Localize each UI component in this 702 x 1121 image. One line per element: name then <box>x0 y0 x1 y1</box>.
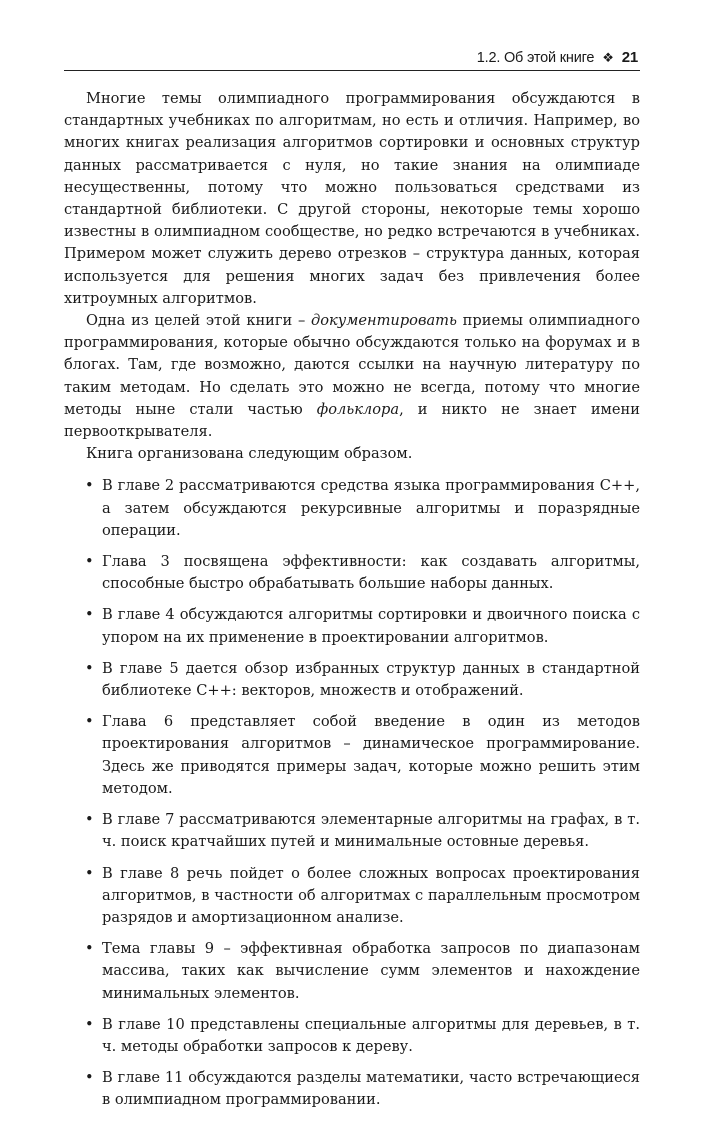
list-item: • В главе 5 дается обзор избранных структур данных в стандартной библиотеке C++: векторов, множеств и отображений. <box>85 659 640 700</box>
page-number: 21 <box>621 49 638 66</box>
chapter-list <box>64 475 640 1111</box>
bullet-icon: • <box>85 713 94 731</box>
list-item: • Глава 3 посвящена эффективности: как создавать алгоритмы, способные быстро обрабатывать большие наборы данных. <box>85 553 640 593</box>
bullet-icon: • <box>85 940 94 958</box>
page-body <box>64 88 640 1121</box>
list-item: • В главе 2 рассматриваются средства языка программирования C++, а затем обсуждаются рекурсивные алгоритмы и поразрядные операции. <box>85 477 640 539</box>
header-right <box>477 49 638 66</box>
goals-emphasis-2: фольклора <box>316 400 400 418</box>
list-item: • Глава 6 представляет собой введение в один из методов проектирования алгоритмов – динамическое программирование. Здесь же приводятся примеры задач, которые можно решить этим методом. <box>85 713 640 797</box>
bullet-icon: • <box>85 477 94 495</box>
list-item: • В главе 11 обсуждаются разделы математики, часто встречающиеся в олимпиадном программировании. <box>85 1069 640 1109</box>
list-item: • Тема главы 9 – эффективная обработка запросов по диапазонам массива, таких как вычисление сумм элементов и нахождение минимальных элементов. <box>85 940 640 1002</box>
bullet-icon: • <box>85 659 94 677</box>
paragraph-intro: Многие темы олимпиадного программирования обсуждаются в стандартных учебниках по алгоритмам, но есть и отличия. Например, во многих книгах реализация алгоритмов сортировки и основных структур данных рассматривается с нуля, но такие знания на олимпиаде несущественны, потому что можно пользоваться средствами из стандартной библиотеки. С другой стороны, некоторые темы хорошо известны в олимпиадном сообществе, но редко встречаются в учебниках. Примером может служить дерево отрезков – структура данных, которая используется для решения многих задач без привлечения более хитроумных алгоритмов. <box>64 90 640 307</box>
goals-text-2: приемы олимпиадного программирования, которые обычно обсуждаются только на форумах и в блогах. Там, где возможно, даются ссылки на научную литературу по таким методам. Но сделать это можно не всегда, потому что многие методы ныне стали частью <box>64 312 640 418</box>
list-item: • В главе 10 представлены специальные алгоритмы для деревьев, в т. ч. методы обработки запросов к дереву. <box>85 1015 640 1055</box>
bullet-icon: • <box>85 864 94 882</box>
bullet-icon: • <box>85 811 94 829</box>
list-item: • В главе 8 речь пойдет о более сложных вопросах проектирования алгоритмов, в частности об алгоритмах с параллельным просмотром разрядов и амортизационном анализе. <box>85 864 640 926</box>
section-title: 1.2. Об этой книге <box>476 50 595 66</box>
running-header <box>64 46 640 71</box>
list-item: • В главе 4 обсуждаются алгоритмы сортировки и двоичного поиска с упором на их применение в проектировании алгоритмов. <box>85 606 640 646</box>
separator-icon: ❖ <box>602 50 614 65</box>
goals-text-1: Одна из целей этой книги – <box>86 312 312 330</box>
goals-text-3: , и никто не знает имени первооткрывателя. <box>64 400 641 441</box>
bullet-icon: • <box>85 1015 94 1033</box>
bullet-icon: • <box>85 553 94 571</box>
goals-emphasis-1: документировать <box>311 312 457 330</box>
paragraph-goals <box>64 310 640 443</box>
paragraph-organization: Книга организована следующим образом. <box>86 445 413 463</box>
bullet-icon: • <box>85 606 94 624</box>
bullet-icon: • <box>85 1069 94 1087</box>
list-item: • В главе 7 рассматриваются элементарные алгоритмы на графах, в т. ч. поиск кратчайших путей и минимальные остовные деревья. <box>85 811 640 851</box>
